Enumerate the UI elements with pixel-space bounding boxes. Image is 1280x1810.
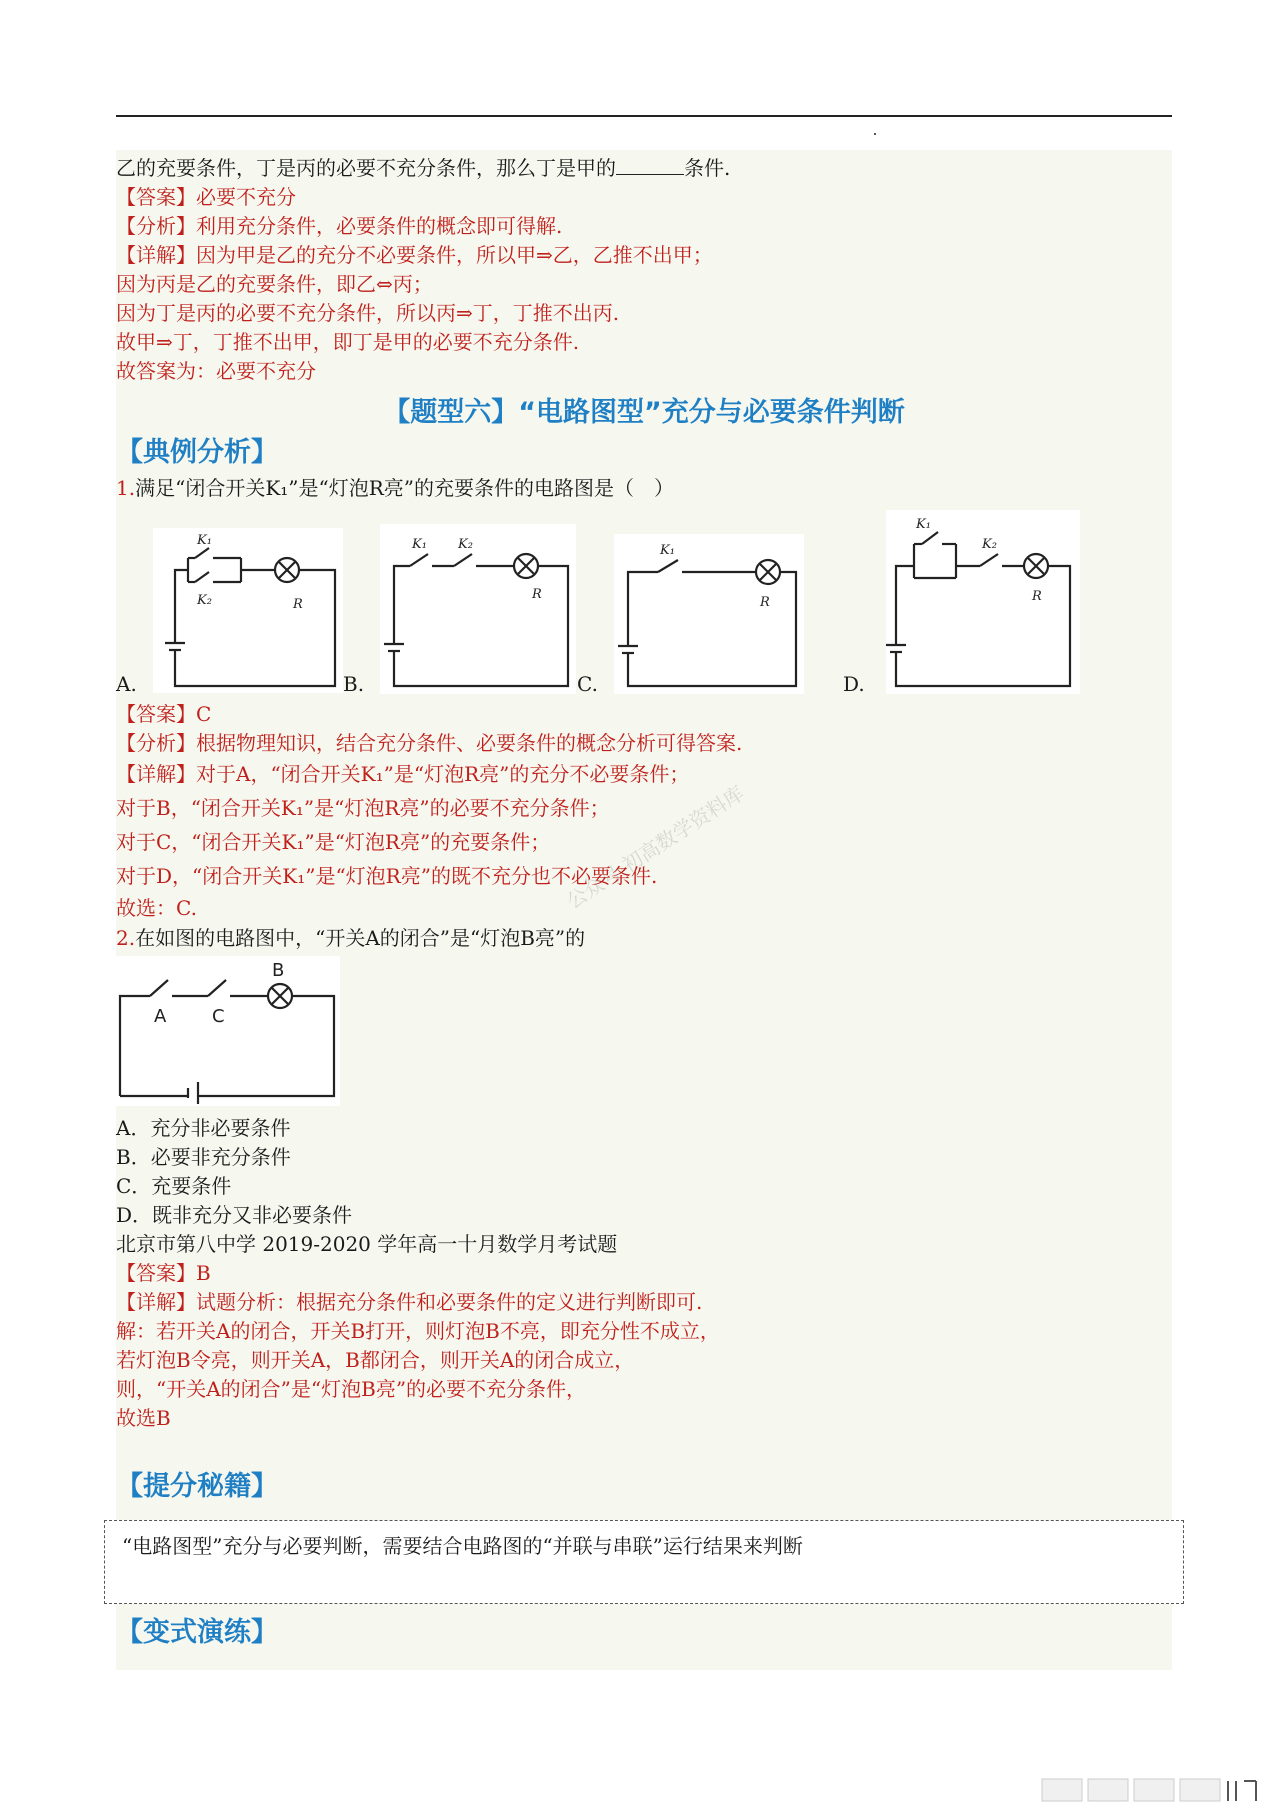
intro-detail-2: 因为丙是乙的充要条件，即乙⇔丙；: [116, 272, 433, 296]
intro-detail-4: 故甲⇒丁，丁推不出甲，即丁是甲的必要不充分条件.: [116, 330, 580, 354]
top-rule: [116, 115, 1172, 117]
intro-detail-5: 故答案为：必要不充分: [116, 359, 316, 383]
label-r: R: [532, 587, 542, 602]
intro-detail-1: 【详解】因为甲是乙的充分不必要条件，所以甲⇒乙，乙推不出甲；: [116, 243, 713, 267]
q2-solution-4: 故选B: [116, 1406, 171, 1430]
q2-option-c: C．充要条件: [116, 1174, 232, 1198]
q1-detail-c: 对于C，“闭合开关K₁”是“灯泡R亮”的充要条件；: [116, 830, 551, 854]
q2-source: 北京市第八中学 2019-2020 学年高一十月数学月考试题: [116, 1232, 618, 1256]
q1-detail-a: 【详解】对于A，“闭合开关K₁”是“灯泡R亮”的充分不必要条件；: [116, 762, 690, 786]
answer-blank: [616, 156, 684, 175]
circuit-d-diagram: [886, 510, 1080, 694]
q1-analysis: 【分析】根据物理知识，结合充分条件、必要条件的概念分析可得答案.: [116, 731, 743, 755]
intro-line-1: 乙的充要条件，丁是丙的必要不充分条件，那么丁是甲的 条件.: [116, 156, 731, 180]
label-a: A: [154, 1006, 167, 1027]
q1-option-a: A.: [116, 672, 137, 696]
q2-detail: 【详解】试题分析：根据充分条件和必要条件的定义进行判断即可.: [116, 1290, 703, 1314]
label-k2: K₂: [982, 537, 997, 552]
q2-option-d: D．既非充分又非必要条件: [116, 1203, 353, 1227]
circuit-b-diagram: [380, 524, 576, 694]
circuit-a-diagram: [153, 528, 343, 693]
speck: [874, 133, 876, 135]
label-r: R: [293, 597, 303, 612]
circuit-q2-diagram: [116, 956, 340, 1106]
intro-detail-3: 因为丁是丙的必要不充分条件，所以丙⇒丁，丁推不出丙.: [116, 301, 620, 325]
corner-mark-icon: [1040, 1775, 1260, 1803]
q2-option-b: B．必要非充分条件: [116, 1145, 291, 1169]
label-c: C: [212, 1006, 225, 1027]
q2-option-a: A．充分非必要条件: [116, 1116, 291, 1140]
q1-detail-d: 对于D，“闭合开关K₁”是“灯泡R亮”的既不充分也不必要条件.: [116, 864, 658, 888]
label-k1: K₁: [660, 543, 675, 558]
topic-title: 【题型六】“电路图型”充分与必要条件判断: [383, 397, 905, 428]
label-r: R: [760, 595, 770, 610]
intro-analysis: 【分析】利用充分条件，必要条件的概念即可得解.: [116, 214, 563, 238]
q2-solution-2: 若灯泡B令亮，则开关A，B都闭合，则开关A的闭合成立，: [116, 1348, 635, 1372]
watermark: 公众号·初高数学资料库: [562, 780, 749, 914]
label-k2: K₂: [197, 593, 212, 608]
q1-answer: 【答案】C: [116, 702, 212, 726]
label-b: B: [272, 960, 285, 981]
q2-solution-1: 解：若开关A的闭合，开关B打开，则灯泡B不亮，即充分性不成立，: [116, 1319, 720, 1343]
q2-solution-3: 则，“开关A的闭合”是“灯泡B亮”的必要不充分条件，: [116, 1377, 587, 1401]
label-k2: K₂: [458, 537, 473, 552]
q1-stem: 1.满足“闭合开关K₁”是“灯泡R亮”的充要条件的电路图是（ ）: [116, 476, 675, 500]
section-variants: 【变式演练】: [116, 1617, 278, 1648]
q2-answer: 【答案】B: [116, 1261, 211, 1285]
section-examples: 【典例分析】: [116, 437, 278, 468]
q1-option-b: B.: [343, 672, 365, 696]
q1-detail-b: 对于B，“闭合开关K₁”是“灯泡R亮”的必要不充分条件；: [116, 796, 610, 820]
circuit-c-diagram: [614, 534, 804, 694]
label-k1: K₁: [916, 517, 931, 532]
q1-conclusion: 故选：C.: [116, 896, 197, 920]
intro-answer: 【答案】必要不充分: [116, 185, 296, 209]
label-k1: K₁: [412, 537, 427, 552]
label-r: R: [1032, 589, 1042, 604]
section-tips: 【提分秘籍】: [116, 1471, 278, 1502]
tip-text: “电路图型”充分与必要判断，需要结合电路图的“并联与串联”运行结果来判断: [122, 1534, 803, 1558]
q2-stem: 2.在如图的电路图中，“开关A的闭合”是“灯泡B亮”的: [116, 926, 586, 950]
q1-option-d: D.: [843, 672, 865, 696]
q1-option-c: C.: [577, 672, 598, 696]
label-k1: K₁: [197, 533, 212, 548]
